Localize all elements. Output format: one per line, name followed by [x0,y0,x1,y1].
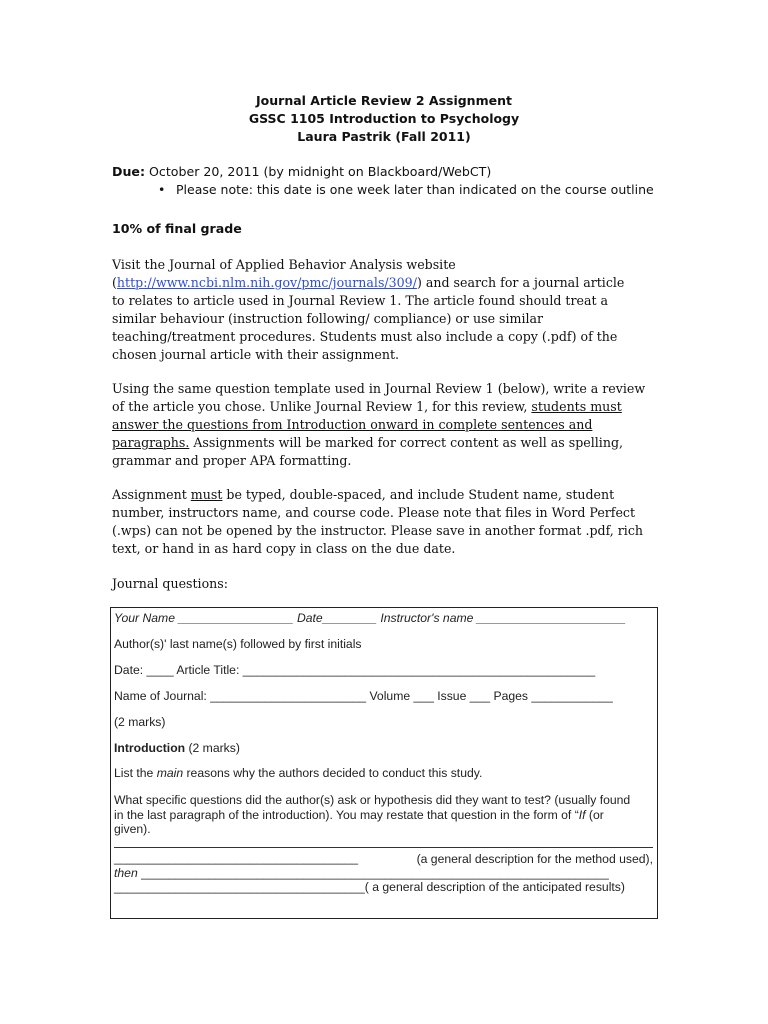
para3-line1b: be typed, double-spaced, and include Student name, student [222,487,615,502]
para1-line2-rest: and search for a journal article [421,275,625,290]
form-if: If [578,808,586,822]
form-intro-marks: (2 marks) [185,741,240,755]
form-reasons-b: reasons why the authors decided to conduct this study. [183,766,483,780]
due-label: Due: [112,164,145,179]
instructor-line: Laura Pastrik (Fall 2011) [297,129,471,144]
form-marks-row: (2 marks) [114,715,166,729]
link-close: ) [416,275,422,290]
para2-line3: answer the questions from Introduction onward in complete sentences and [112,417,593,432]
form-questions-line2a: in the last paragraph of the introduction). You may restate that question in the form of “ [114,808,579,822]
form-questions-line2b: (or [585,808,604,822]
journal-questions-label: Journal questions: [112,576,228,591]
grade-weight: 10% of final grade [112,221,242,236]
para2-line2a: of the article you chose. Unlike Journal Review 1, for this review, [112,399,532,414]
link-open: ( [112,275,117,290]
course-title: GSSC 1105 Introduction to Psychology [248,111,520,126]
para3-line1a: Assignment [112,487,191,502]
paragraph-instructions [112,256,657,364]
form-authors-row: Author(s)' last name(s) followed by first initials [114,637,362,651]
due-date: October 20, 2011 (by midnight on Blackboard/WebCT) [145,164,492,179]
paragraph-format-requirements [112,486,657,558]
para1-line1: Visit the Journal of Applied Behavior Analysis website [112,257,456,272]
para3-line3: (.wps) can not be opened by the instructor. Please save in another format .pdf, rich [112,523,644,538]
para2-line4-rest: Assignments will be marked for correct content as well as spelling, [189,435,624,450]
paragraph-review-requirements [112,380,657,470]
form-name-row: Your Name _________________ Date________ Instructor's name ______________________ [114,611,626,625]
form-journal-row: Name of Journal: _______________________ Volume ___ Issue ___ Pages ____________ [114,689,613,703]
jaba-link[interactable]: http://www.ncbi.nlm.nih.gov/pmc/journals/309/ [116,275,417,290]
question-template-box [110,607,658,919]
para1-line6: chosen journal article with their assignment. [112,347,400,362]
form-results-row: _____________________________________( a general description of the anticipated results) [114,880,625,894]
para3-line4: text, or hand in as hard copy in class on the due date. [112,541,456,556]
form-method-blank: ____________________________________ [114,851,359,865]
para1-line3: to relates to article used in Journal Review 1. The article found should treat a [112,293,609,308]
form-reasons-main: main [156,766,184,780]
due-line [112,163,657,181]
form-questions-line1: What specific questions did the author(s) ask or hypothesis did they want to test? (usually found [114,793,631,807]
para3-must: must [190,487,223,502]
para2-line1: Using the same question template used in Journal Review 1 (below), write a review [112,381,646,396]
form-method-desc: (a general description for the method used), [416,852,653,866]
form-answer-line [114,847,653,848]
form-reasons-a: List the [114,766,157,780]
form-given: given). [114,822,151,836]
form-then: then [114,866,138,880]
para1-line4: similar behaviour (instruction following/ compliance) or use similar [112,311,544,326]
assignment-title: Journal Article Review 2 Assignment [256,93,512,108]
para1-line5: teaching/treatment procedures. Students must also include a copy (.pdf) of the [112,329,618,344]
para2-line5: grammar and proper APA formatting. [112,453,352,468]
form-intro-label: Introduction [114,741,186,755]
bullet-icon: • [158,182,166,197]
para3-line2: number, instructors name, and course code. Please note that files in Word Perfect [112,505,636,520]
document-header [0,92,768,146]
due-note: Please note: this date is one week later than indicated on the course outline [176,182,654,197]
para2-line2u: students must [531,399,622,414]
para2-line4u: paragraphs. [112,435,190,450]
form-then-blank: _____________________________________________________________________ [137,866,609,880]
form-date-title-row: Date: ____ Article Title: ____________________________________________________ [114,663,596,677]
